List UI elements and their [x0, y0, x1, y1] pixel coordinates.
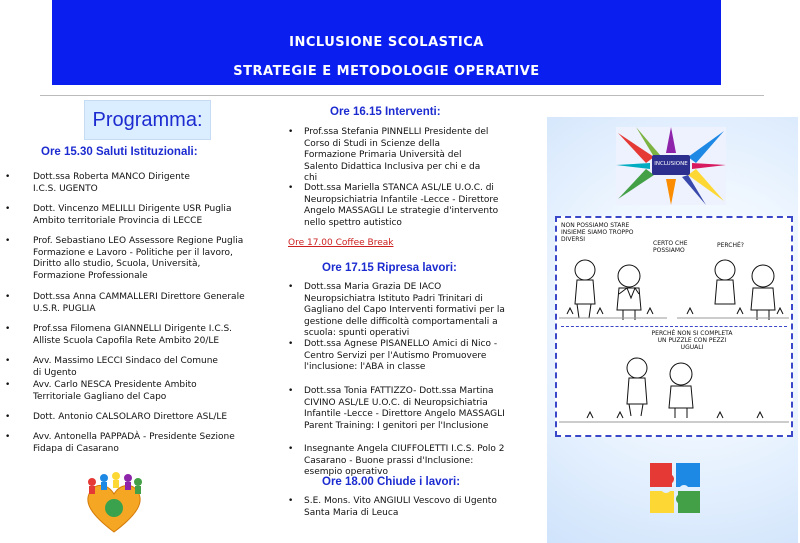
list-item: • Insegnante Angela CIUFFOLETTI I.C.S. Polo 2 Casarano - Buone prassi d'Inclusione: esempio operativo: [288, 444, 505, 477]
list-item: • Dott.ssa Agnese PISANELLO Amici di Nico -Centro Servizi per l'Autismo Promuovere l'inclusione: l'ABA in classe: [288, 339, 498, 372]
list-item: • Dott.ssa Tonia FATTIZZO- Dott.ssa Martina CIVINO ASL/LE U.O.C. di Neuropsichiatria Infantile -Lecce - Direttore Angelo MASSAGLI Parent Training: I genitori per l'Inclusione: [288, 386, 505, 431]
divider: [40, 95, 764, 96]
list-item: • Dott.ssa Roberta MANCO Dirigente I.C.S. UGENTO: [5, 172, 190, 194]
list-item: • Prof.ssa Stefania PINNELLI Presidente del Corso di Studi in Scienze della Formazione Primaria Università del Salento Didattica Inclusiva per chi e da chi: [288, 127, 489, 183]
section-ripresa-title: Ore 17.15 Ripresa lavori:: [322, 262, 457, 274]
section-chiude-title: Ore 18.00 Chiude i lavori:: [322, 476, 461, 488]
list-item: • Avv. Carlo NESCA Presidente Ambito Territoriale Gagliano del Capo: [5, 380, 197, 402]
comic-caption: CERTO CHE POSSIAMO: [653, 240, 688, 254]
list-item: • Dott.ssa Anna CAMMALLERI Direttore Generale U.S.R. PUGLIA: [5, 292, 245, 314]
section-interventi-title: Ore 16.15 Interventi:: [330, 106, 441, 118]
list-item: • Prof. Sebastiano LEO Assessore Regione Puglia Formazione e Lavoro - Politiche per il lavoro, Diritto allo studio, Scuola, Università, Formazione Professionale: [5, 236, 244, 281]
section-saluti-title: Ore 15.30 Saluti Istituzionali:: [41, 146, 198, 158]
list-item: • Avv. Antonella PAPPADÀ - Presidente Sezione Fidapa di Casarano: [5, 432, 235, 454]
list-item: • Dott. Antonio CALSOLARO Direttore ASL/LE: [5, 412, 228, 422]
comic-strip: [555, 216, 793, 437]
inclusion-label: INCLUSIONE: [654, 161, 688, 167]
comic-caption: NON POSSIAMO STARE INSIEME SIAMO TROPPO DIVERSI: [561, 222, 634, 243]
puzzle-logo: [642, 455, 708, 521]
programma-title: Programma:: [84, 100, 211, 140]
list-item: • Dott.ssa Maria Grazia DE IACO Neuropsichiatra Istituto Padri Trinitari di Gagliano del Capo Interventi formativi per la gestione delle difficoltà comportamentali a scuola: spunti operativi: [288, 282, 505, 338]
header-subtitle: STRATEGIE E METODOLOGIE OPERATIVE: [233, 64, 540, 79]
coffee-break: Ore 17.00 Coffee Break: [288, 238, 394, 248]
comic-drawing: [557, 218, 791, 435]
header-title: INCLUSIONE SCOLASTICA: [289, 35, 484, 50]
comic-caption: PERCHÉ?: [717, 242, 744, 249]
list-item: • Dott. Vincenzo MELILLI Dirigente USR Puglia Ambito territoriale Provincia di LECCE: [5, 204, 232, 226]
list-item: • Prof.ssa Filomena GIANNELLI Dirigente I.C.S. Alliste Scuola Capofila Rete Ambito 20/LE: [5, 324, 233, 346]
list-item: • Avv. Massimo LECCI Sindaco del Comune di Ugento: [5, 356, 218, 378]
header-banner: [52, 0, 721, 85]
children-heart-logo: [80, 470, 148, 538]
list-item: • Dott.ssa Mariella STANCA ASL/LE U.O.C. di Neuropsichiatria Infantile -Lecce - Direttore Angelo MASSAGLI Le strategie d'intervento nello spettro autistico: [288, 183, 499, 228]
list-item: • S.E. Mons. Vito ANGIULI Vescovo di Ugento Santa Maria di Leuca: [288, 496, 497, 518]
comic-caption: PERCHÉ NON SI COMPLETA UN PUZZLE CON PEZZI UGUALI: [651, 330, 733, 351]
